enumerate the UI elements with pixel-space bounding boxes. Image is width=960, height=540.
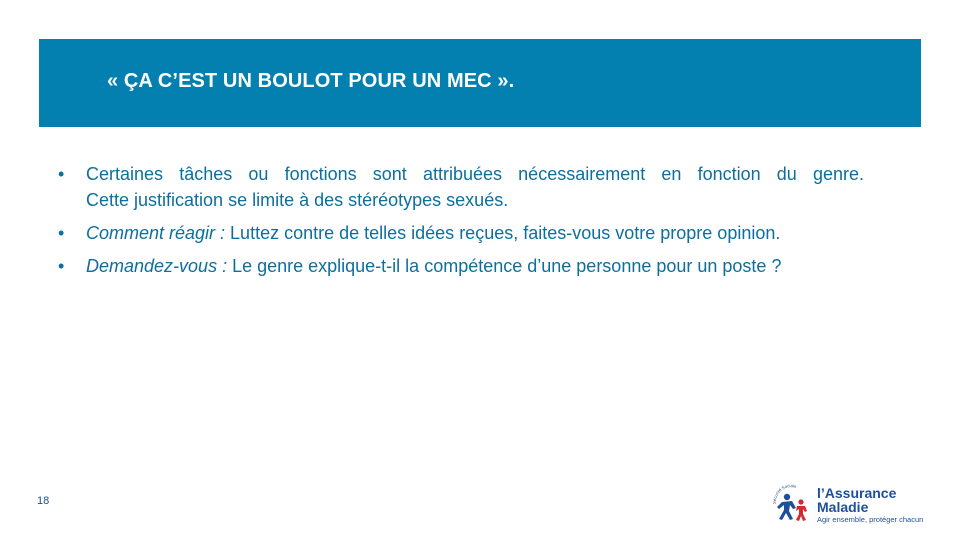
bullet-list [58,161,864,286]
svg-text:Sécurité Sociale [772,483,798,504]
bullet-emphasis: Comment réagir : [86,223,226,243]
title-banner [39,39,921,127]
bullet-emphasis: Demandez-vous : [86,256,228,276]
logo-tagline: Agir ensemble, protéger chacun [817,515,924,524]
page-number: 18 [37,495,50,507]
bullet-marker: • [58,223,65,243]
bullet-text-line: Cette justification se limite à des stéréotypes sexués. [86,190,509,210]
bullet-item [58,253,864,279]
bullet-marker: • [58,256,65,276]
logo-brand-line: l’Assurance [817,485,897,501]
bullet-plain-text: Luttez contre de telles idées reçues, faites-vous votre propre opinion. [225,223,781,243]
logo-brand-name [817,486,896,514]
family-figures-icon [768,480,814,526]
assurance-maladie-logo [768,480,924,528]
bullet-text [86,161,864,213]
bullet-text [86,220,864,246]
logo-brand-line: Maladie [817,499,869,515]
bullet-text [86,253,864,279]
bullet-item [58,220,864,246]
bullet-plain-text: Le genre explique-t-il la compétence d’une personne pour un poste ? [227,256,782,276]
bullet-item [58,161,864,213]
logo-badge-text: Sécurité Sociale [771,483,798,505]
bullet-text-line: Certaines tâches ou fonctions sont attribuées nécessairement en fonction du genre. [86,164,864,184]
bullet-marker: • [58,164,65,184]
slide-title: « ÇA C’EST UN BOULOT POUR UN MEC ». [107,70,515,92]
